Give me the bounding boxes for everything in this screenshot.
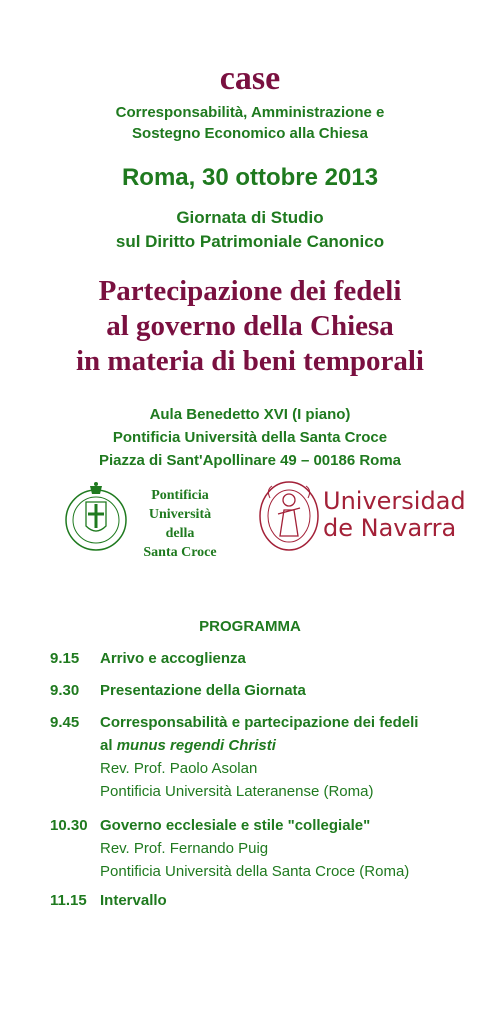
venue-line1: Aula Benedetto XVI (I piano) (149, 406, 351, 423)
event-date: Roma, 30 ottobre 2013 (121, 164, 379, 191)
pusc-name-line3: della (165, 526, 195, 541)
program-affiliation: Pontificia Università Lateranense (Roma) (100, 783, 374, 800)
pusc-name-line4: Santa Croce (143, 545, 217, 560)
unav-name-line1: Universidad (323, 487, 466, 515)
event-type (0, 206, 500, 254)
pusc-name-line1: Pontificia (151, 488, 209, 503)
brand-subtitle-line1: Corresponsabilità, Amministrazione e (115, 104, 385, 121)
pusc-name-line2: Università (148, 507, 212, 522)
unav-seal-icon (258, 480, 320, 552)
venue (0, 403, 500, 472)
venue-line3: Piazza di Sant'Apollinare 49 – 00186 Roma (98, 452, 402, 469)
program-title: Governo ecclesiale e stile "collegiale" (100, 817, 371, 834)
program-title: Intervallo (100, 892, 167, 909)
program-time: 11.15 (50, 892, 87, 909)
event-title-line2: al governo della Chiesa (106, 310, 394, 342)
programma-heading: PROGRAMMA (199, 618, 301, 635)
program-time: 9.30 (50, 682, 80, 699)
event-type-line2: sul Diritto Patrimoniale Canonico (115, 232, 385, 251)
program-speaker: Rev. Prof. Paolo Asolan (100, 760, 258, 777)
pusc-seal-icon (60, 480, 132, 552)
program-title: Presentazione della Giornata (100, 682, 306, 699)
program-title: Corresponsabilità e partecipazione dei fedeli (100, 714, 419, 731)
event-title (0, 274, 500, 379)
unav-name-line2: de Navarra (323, 514, 457, 542)
pusc-name (130, 486, 230, 562)
program-title-italic: munus regendi Christi (116, 737, 276, 754)
program-title: Arrivo e accoglienza (100, 650, 246, 667)
program-time: 9.15 (50, 650, 80, 667)
brand-subtitle-line2: Sostegno Economico alla Chiesa (132, 125, 368, 142)
venue-line2: Pontificia Università della Santa Croce (112, 429, 388, 446)
brand-subtitle (0, 102, 500, 144)
program-speaker: Rev. Prof. Fernando Puig (100, 840, 269, 857)
program-time: 9.45 (50, 714, 80, 731)
event-title-line1: Partecipazione dei fedeli (98, 275, 402, 307)
program-time: 10.30 (50, 817, 88, 834)
event-type-line1: Giornata di Studio (176, 208, 324, 227)
program-title-line2 (100, 734, 480, 757)
program-title-prefix: al (100, 737, 117, 754)
unav-name (323, 488, 466, 542)
brand-title: case (219, 60, 281, 97)
program-affiliation: Pontificia Università della Santa Croce (Roma) (100, 863, 410, 880)
event-title-line3: in materia di beni temporali (76, 345, 424, 377)
